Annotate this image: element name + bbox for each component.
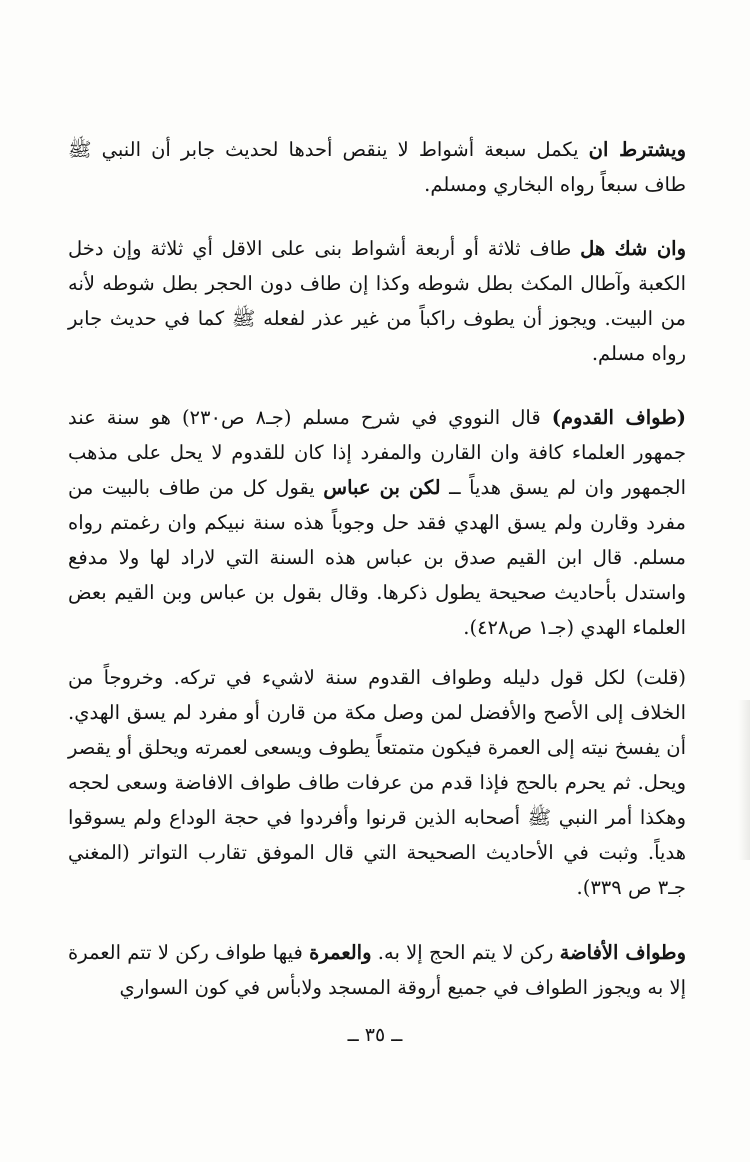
- paragraph-lead: وطواف الأفاضة: [559, 941, 686, 964]
- paragraph-author-opinion: [68, 660, 686, 905]
- paragraph-body: (قلت) لكل قول دليله وطواف القدوم سنة لاشيء في تركه. وخروجاً من الخلاف إلى الأصح والأفضل لمن وصل مكة من قارن أو مفرد لم يسق الهدي. أن يفسخ نيته إلى العمرة فيكون متمتعاً يطوف ويسعى لعمرته ويحلق أو يقصر ويحل. ثم يحرم بالحج فإذا قدم من عرفات طاف طواف الافاضة وسعى لحجه وهكذا أمر النبي ﷺ أصحابه الذين قرنوا وأفردوا في حجة الوداع ولم يسوقوا هدياً. وثبت في الأحاديث الصحيحة التي قال الموفق تقارب التواتر (المغني جـ٣ ص ٣٣٩).: [68, 666, 686, 899]
- paragraph-emphasis: لكن بن عباس: [323, 476, 441, 499]
- paragraph-body: ركن لا يتم الحج إلا به.: [371, 941, 560, 964]
- page-edge-shadow: [738, 700, 750, 860]
- page-number: ــ ٣٥ ــ: [347, 1024, 403, 1046]
- paragraph-tawaf-al-qudum: [68, 400, 686, 645]
- paragraph-body: يقول كل من طاف بالبيت من مفرد وقارن ولم يسق الهدي فقد حل وجوباً هذه سنة نبيكم وان رغمتم رواه مسلم. قال ابن القيم صدق بن عباس هذه السنة التي لاراد لها ولا مدفع واستدل بأحاديث صحيحة يطول ذكرها. وقال بقول بن عباس وبن القيم بعض العلماء الهدي (جـ١ ص٤٢٨).: [68, 476, 686, 639]
- paragraph-lead: وان شك هل: [580, 237, 686, 260]
- paragraph-body: طاف ثلاثة أو أربعة أشواط بنى على الاقل أي ثلاثة وإن دخل الكعبة وآطال المكث بطل شوطه وكذا إن طاف دون الحجر بطل شوطه لأنه من البيت. ويجوز أن يطوف راكباً من غير عذر لفعله ﷺ كما في حديث جابر رواه مسلم.: [68, 237, 686, 365]
- paragraph-lead: (طواف القدوم): [551, 406, 686, 429]
- paragraph-body: يكمل سبعة أشواط لا ينقص أحدها لحديث جابر أن النبي ﷺ طاف سبعاً رواه البخاري ومسلم.: [68, 138, 686, 196]
- paragraph-seven-circuits: [68, 132, 686, 202]
- paragraph-lead: ويشترط ان: [588, 138, 686, 161]
- paragraph-body: قال النووي في شرح مسلم (جـ٨ ص٢٣٠) هو سنة عند جمهور العلماء كافة وان القارن والمفرد إذا كان للقدوم لا يحل على مذهب الجمهور وان لم يسق هدياً ــ: [68, 406, 686, 499]
- paragraph-tawaf-al-ifadah: [68, 935, 686, 1005]
- paragraph-emphasis: والعمرة: [309, 941, 372, 964]
- paragraph-body: فيها طواف ركن لا تتم العمرة إلا به ويجوز الطواف في جميع أروقة المسجد ولابأس في كون السواري: [68, 941, 686, 999]
- paragraph-doubt-in-count: [68, 231, 686, 371]
